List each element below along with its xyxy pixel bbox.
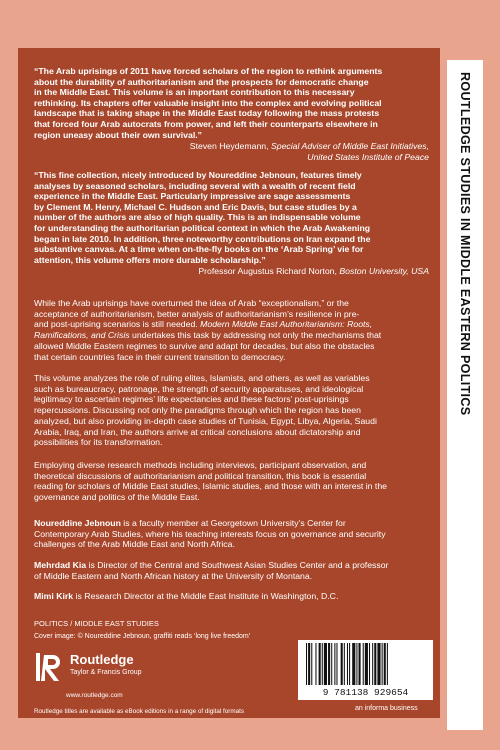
ebook-note: Routledge titles are available as eBook editions in a range of digital formats [34,708,245,715]
endorsement-quote-1 [34,66,432,140]
quote-line: experience in the Middle East. Particularly impressive are sage assessments [34,191,351,202]
para-line: theoretical discussions of authoritarianism and political transition, this book is essential [34,470,367,481]
barcode-bar [324,643,327,685]
barcode-bar [334,643,335,685]
author-bio-3 [34,591,434,602]
para-line: analyzed, but also providing in-depth case studies of Tunisia, Egypt, Libya, Algeria, Saudi [34,415,377,426]
barcode-bar [341,643,343,685]
quote-line: for understanding the authoritarian political context in which the Arab Awakening [34,222,371,233]
endorsement-quote-2 [34,170,432,265]
quote-line: analyses by seasoned scholars, including several with a wealth of recent field [34,180,356,191]
para-line: possibilities for its transformation. [34,437,163,448]
quote-line: that forced four Arab autocrats from power, and left their counterparts elsewhere in [34,118,378,129]
para-line: This volume analyzes the role of ruling elites, Islamists, and others, as well as variables [34,373,370,383]
quote-line: “This fine collection, nicely introduced by Noureddine Jebnoun, features timely [34,170,362,180]
barcode-bar [311,643,312,685]
quote-line: about the durability of authoritarianism and the prospects for democratic change [34,76,369,87]
para-line: such as bureaucracy, patronage, the strength of security apparatuses, and ideological [34,383,364,394]
endorsement-attribution-2 [69,266,429,277]
series-title: ROUTLEDGE STUDIES IN MIDDLE EASTERN POLITICS [458,72,472,416]
quote-line: in the Middle East. This volume is an important contribution to this necessary [34,87,355,98]
description-paragraph-1 [34,298,434,362]
quote-line: attention, this volume offers more durable scholarship.” [34,254,266,265]
bio-text: is Director of the Central and Southwest Asian Studies Center and a professor [88,560,389,570]
attrib-title: Special Adviser of Middle East Initiatives, [270,141,429,151]
attrib-name: Professor Augustus Richard Norton, [198,266,337,276]
endorsement-attribution-1 [69,141,429,162]
author-name: Mehrdad Kia [34,560,87,570]
book-title-italic: Modern Middle East Authoritarianism: Roots, [200,319,373,330]
description-paragraph-3 [34,460,434,503]
para-line: Employing diverse research methods including interviews, participant observation, and [34,460,367,470]
quote-line: number of the authors are also of high quality. This is an indispensable volume [34,212,361,223]
cover-image-credit: Cover image: © Noureddine Jebnoun, graffiti reads ‘long live freedom’ [34,633,251,640]
barcode-bar [359,643,361,685]
para-line: While the Arab uprisings have overturned the idea of Arab “exceptionalism,” or the [34,298,349,308]
description-paragraph-2 [34,373,434,448]
publisher-group: Taylor & Francis Group [70,669,142,676]
barcode-bar [322,643,323,685]
routledge-logo-icon [34,651,66,683]
para-line: that certain countries face in their current transition to democracy. [34,351,286,362]
bio-text: challenges of the Arab Middle East and North Africa. [34,539,235,550]
subject-category: POLITICS / MIDDLE EAST STUDIES [34,619,159,628]
barcode-bar [363,643,364,685]
para-line: legitimacy to ascertain regimes’ life expectancies and these factors’ post-uprisings [34,394,349,405]
quote-line: by Clement M. Henry, Michael C. Hudson and Eric Davis, but case studies by a [34,201,357,212]
barcode-bar [372,643,373,685]
barcode-bar [315,643,316,685]
author-name: Mimi Kirk [34,591,74,601]
quote-line: region uneasy about their own survival.” [34,129,202,140]
quote-line: began in late 2010. In addition, three noteworthy contributions on Iran expand the [34,233,371,244]
barcode-bar [365,643,368,685]
quote-line: substantive canvas. At a time when on-the-fly books on the ‘Arab Spring’ vie for [34,244,364,255]
barcode-bar [306,643,307,685]
quote-line: landscape that is taking shape in the Middle East today following the mass protests [34,108,380,119]
isbn-number: 9 781138 929654 [322,687,409,698]
quote-line: rethinking. Its chapters offer valuable insight into the complex and evolving political [34,97,382,108]
barcode-bar [377,643,380,685]
attrib-name: Steven Heydemann, [189,141,269,151]
author-bio-2 [34,560,434,581]
barcode-bar [356,643,357,685]
author-name: Noureddine Jebnoun [34,518,121,528]
para-line-text: and post-uprising scenarios is still needed. [34,319,198,330]
bio-text: is a faculty member at Georgetown University’s Center for [123,518,346,528]
barcode-bar [328,643,330,685]
barcode-bars [304,643,427,687]
bio-text: Contemporary Arab Studies, where his teaching interests focus on governance and security [34,528,386,539]
author-bio-1 [34,518,434,550]
para-line: Arabia, Iraq, and Iran, the authors arrive at critical conclusions about dictatorship and [34,426,361,437]
attrib-org: Boston University, USA [339,266,429,276]
barcode-bar [374,643,376,685]
barcode-bar [319,643,321,685]
barcode-bar [336,643,337,685]
attrib-org: United States Institute of Peace [307,151,429,162]
barcode-bar [349,643,350,685]
para-line: reading for scholars of Middle East studies, Islamic studies, and those with an interest in the [34,481,387,492]
barcode-bar [308,643,310,685]
publisher-website[interactable]: www.routledge.com [66,692,123,699]
barcode-bar [344,643,345,685]
bio-text: of Middle Eastern and North African history at the University of Montana. [34,570,313,581]
para-line-text: undertakes this task by addressing not only the mechanisms that [132,330,382,341]
para-line: allowed Middle Eastern regimes to survive and adapt for decades, but also the obstacles [34,340,375,351]
barcode-bar [369,643,370,685]
quote-line: “The Arab uprisings of 2011 have forced scholars of the region to rethink arguments [34,66,383,76]
bio-text: is Research Director at the Middle East Institute in Washington, D.C. [75,591,339,601]
para-line: governance and politics of the Middle East. [34,492,200,503]
book-title-italic: Ramifications, and Crisis [34,330,130,341]
barcode-bar [384,643,386,685]
barcode-bar [387,643,388,685]
para-line: repercussions. Discussing not only the paradigms through which the region has been [34,405,361,416]
barcode-bar [352,643,355,685]
informa-tagline: an informa business [355,705,418,712]
barcode-bar [331,643,332,685]
barcode-bar [382,643,383,685]
barcode-bar [347,643,348,685]
para-line: acceptance of authoritarianism, better analysis of authoritarianism’s resilience in pre- [34,308,360,319]
publisher-name: Routledge [70,652,134,667]
